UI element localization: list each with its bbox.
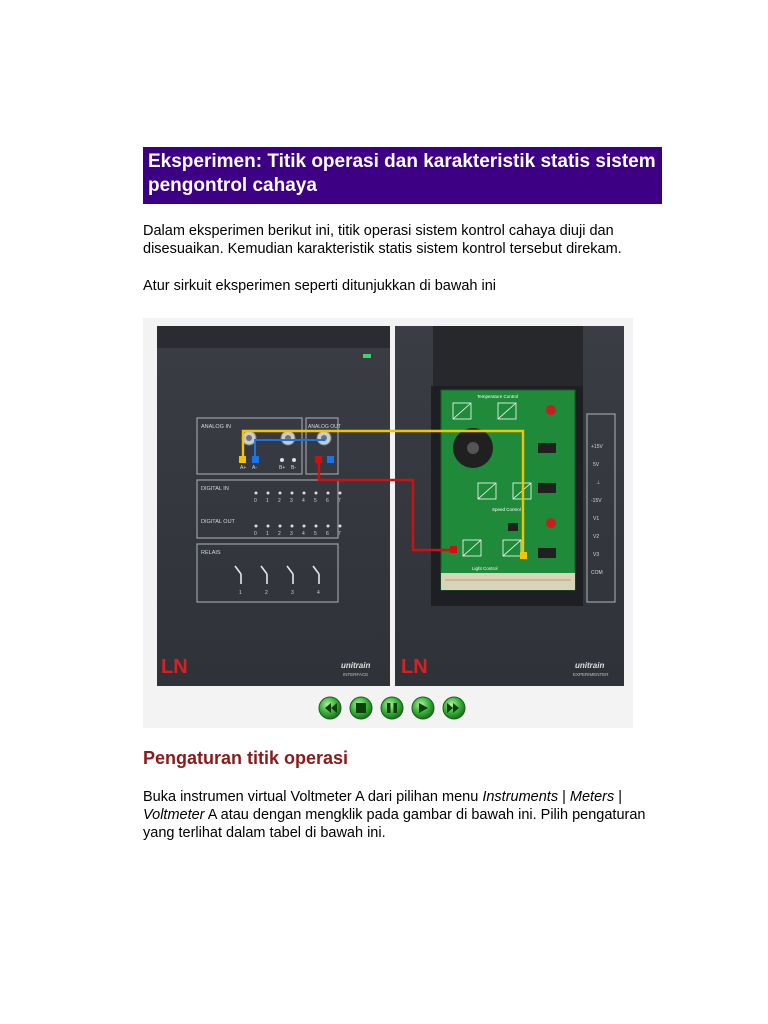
digital-out-label: DIGITAL OUT bbox=[201, 519, 235, 525]
relay-number-1: 1 bbox=[239, 590, 242, 596]
menu-separator-2: | bbox=[614, 789, 623, 805]
analog-out-label: ANALOG OUT bbox=[308, 424, 341, 430]
intro-paragraph-1: Dalam eksperimen berikut ini, titik operasi sistem kontrol cahaya diuji dan disesuaikan. Kemudian karakteristik statis sistem kontrol tersebut direkam. bbox=[143, 223, 622, 257]
digit-out-1: 1 bbox=[266, 531, 269, 537]
relay-number-4: 4 bbox=[317, 590, 320, 596]
digit-in-2: 2 bbox=[278, 498, 281, 504]
digit-in-6: 6 bbox=[326, 498, 329, 504]
channel-label-b-plus: B+ bbox=[279, 465, 286, 471]
digit-in-0: 0 bbox=[254, 498, 257, 504]
channel-label-b-minus: B- bbox=[291, 465, 296, 471]
page-title: Eksperimen: Titik operasi dan karakteristik statis sistem pengontrol cahaya bbox=[148, 151, 656, 196]
instruction-text-after: A atau dengan mengklik pada gambar di bawah ini. Pilih pengaturan yang terlihat dalam tabel di bawah ini. bbox=[143, 807, 646, 841]
digit-in-5: 5 bbox=[314, 498, 317, 504]
ic-chip-icon bbox=[538, 443, 556, 453]
terminal-label-v2: V2 bbox=[593, 534, 600, 540]
digit-out-2: 2 bbox=[278, 531, 281, 537]
channel-label-a-plus: A+ bbox=[240, 465, 247, 471]
play-button[interactable] bbox=[412, 697, 434, 719]
terminal-label-com: COM bbox=[591, 570, 603, 576]
experiment-figure bbox=[143, 318, 633, 728]
ln-logo-right: LN bbox=[401, 656, 428, 678]
potentiometer-icon bbox=[546, 405, 556, 415]
digit-out-6: 6 bbox=[326, 531, 329, 537]
light-control-label: Light Control bbox=[472, 566, 498, 571]
digit-in-7: 7 bbox=[338, 498, 341, 504]
instruction-text-before: Buka instrumen virtual Voltmeter A dari pilihan menu bbox=[143, 789, 483, 805]
stop-button[interactable] bbox=[350, 697, 372, 719]
section-heading: Pengaturan titik operasi bbox=[143, 748, 349, 768]
menu-path-meters: Meters bbox=[569, 789, 615, 805]
relay-number-3: 3 bbox=[291, 590, 294, 596]
power-led-icon bbox=[363, 354, 371, 358]
digital-in-label: DIGITAL IN bbox=[201, 486, 229, 492]
menu-separator-1: | bbox=[558, 789, 570, 805]
menu-path-instruments: Instruments bbox=[482, 789, 559, 805]
temperature-control-label: Temperature Control bbox=[477, 394, 519, 399]
intro-paragraph-2: Atur sirkuit eksperimen seperti ditunjukkan di bawah ini bbox=[143, 278, 497, 294]
terminal-label-v3: V3 bbox=[593, 552, 600, 558]
experiment-setup-image bbox=[143, 318, 633, 728]
terminal-label-5v: 5V bbox=[593, 462, 600, 468]
title-banner bbox=[143, 147, 662, 204]
digit-out-0: 0 bbox=[254, 531, 257, 537]
digit-out-7: 7 bbox=[338, 531, 341, 537]
digit-out-5: 5 bbox=[314, 531, 317, 537]
digit-out-3: 3 bbox=[290, 531, 293, 537]
ln-logo-left: LN bbox=[161, 656, 188, 678]
terminal-label-v1: V1 bbox=[593, 516, 600, 522]
fast-forward-button[interactable] bbox=[443, 697, 465, 719]
stop-icon bbox=[356, 703, 366, 713]
digit-in-1: 1 bbox=[266, 498, 269, 504]
analog-in-label: ANALOG IN bbox=[201, 424, 231, 430]
terminal-label-ground: ⊥ bbox=[596, 480, 601, 486]
speed-control-label: Speed Control bbox=[492, 507, 521, 512]
relay-number-2: 2 bbox=[265, 590, 268, 596]
interface-sublabel: INTERFACE bbox=[343, 672, 369, 677]
relais-label: RELAIS bbox=[201, 550, 221, 556]
digit-in-3: 3 bbox=[290, 498, 293, 504]
player-controls bbox=[318, 696, 468, 720]
channel-label-a-minus: A- bbox=[252, 465, 257, 471]
pcb-connector bbox=[441, 573, 575, 590]
unitrain-logo-left: unitrain bbox=[341, 661, 371, 670]
unitrain-logo-right: unitrain bbox=[575, 661, 605, 670]
digit-in-4: 4 bbox=[302, 498, 305, 504]
experimenter-sublabel: EXPERIMENTER bbox=[573, 672, 609, 677]
section-paragraph bbox=[143, 788, 663, 842]
digit-out-4: 4 bbox=[302, 531, 305, 537]
terminal-label-minus15v: -15V bbox=[591, 498, 602, 504]
interface-panel bbox=[157, 326, 390, 686]
terminal-label-plus15v: +15V bbox=[591, 444, 603, 450]
pause-button[interactable] bbox=[381, 697, 403, 719]
menu-path-voltmeter: Voltmeter bbox=[143, 807, 205, 823]
rewind-button[interactable] bbox=[319, 697, 341, 719]
